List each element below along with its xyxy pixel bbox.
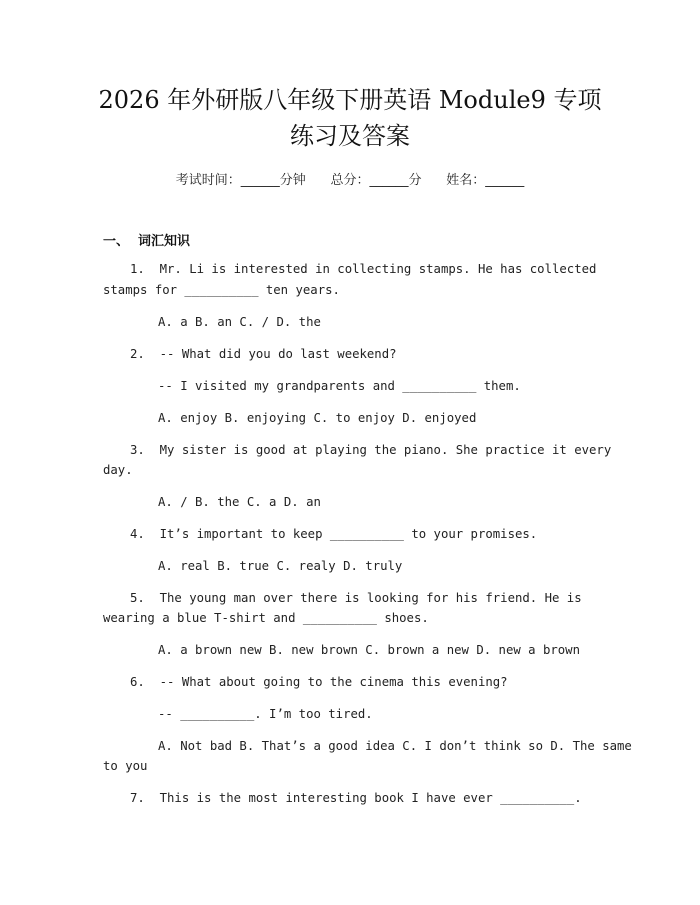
question-6-options-line-2: to you: [103, 759, 148, 773]
question-6-options: A. Not bad B. That’s a good idea C. I don’t think so D. The same: [158, 739, 632, 753]
question-3-stem-line-1: 3. My sister is good at playing the piano. She practice it every: [130, 443, 612, 457]
question-5-stem-line-1: 5. The young man over there is looking for his friend. He is: [130, 591, 582, 605]
document-title-line-1: 2026 年外研版八年级下册英语 Module9 专项: [98, 86, 602, 114]
question-4-stem-line-1: 4. It’s important to keep __________ to your promises.: [130, 527, 538, 541]
question-3-options: A. / B. the C. a D. an: [158, 495, 321, 509]
question-1-stem-line-1: 1. Mr. Li is interested in collecting stamps. He has collected: [130, 262, 597, 276]
question-1-stem-line-2: stamps for __________ ten years.: [103, 283, 340, 297]
question-2-options: A. enjoy B. enjoying C. to enjoy D. enjoyed: [158, 411, 477, 425]
question-2-stem-line-2: -- I visited my grandparents and __________ them.: [158, 379, 521, 393]
question-6-stem-line-2: -- __________. I’m too tired.: [158, 707, 373, 721]
question-3-stem-line-2: day.: [103, 463, 133, 477]
exam-meta-line: 考试时间：______分钟 总分：______分 姓名：______: [175, 173, 525, 188]
question-2-stem-line-1: 2. -- What did you do last weekend?: [130, 347, 397, 361]
question-4-options: A. real B. true C. realy D. truly: [158, 559, 403, 573]
question-5-stem-line-2: wearing a blue T-shirt and __________ shoes.: [103, 611, 429, 625]
document-title-line-2: 练习及答案: [290, 122, 410, 150]
question-1-options: A. a B. an C. / D. the: [158, 315, 321, 329]
question-5-options: A. a brown new B. new brown C. brown a new D. new a brown: [158, 643, 580, 657]
section-heading: 一、 词汇知识: [103, 234, 191, 249]
question-7-stem-line-1: 7. This is the most interesting book I have ever __________.: [130, 791, 582, 805]
question-6-stem-line-1: 6. -- What about going to the cinema this evening?: [130, 675, 508, 689]
